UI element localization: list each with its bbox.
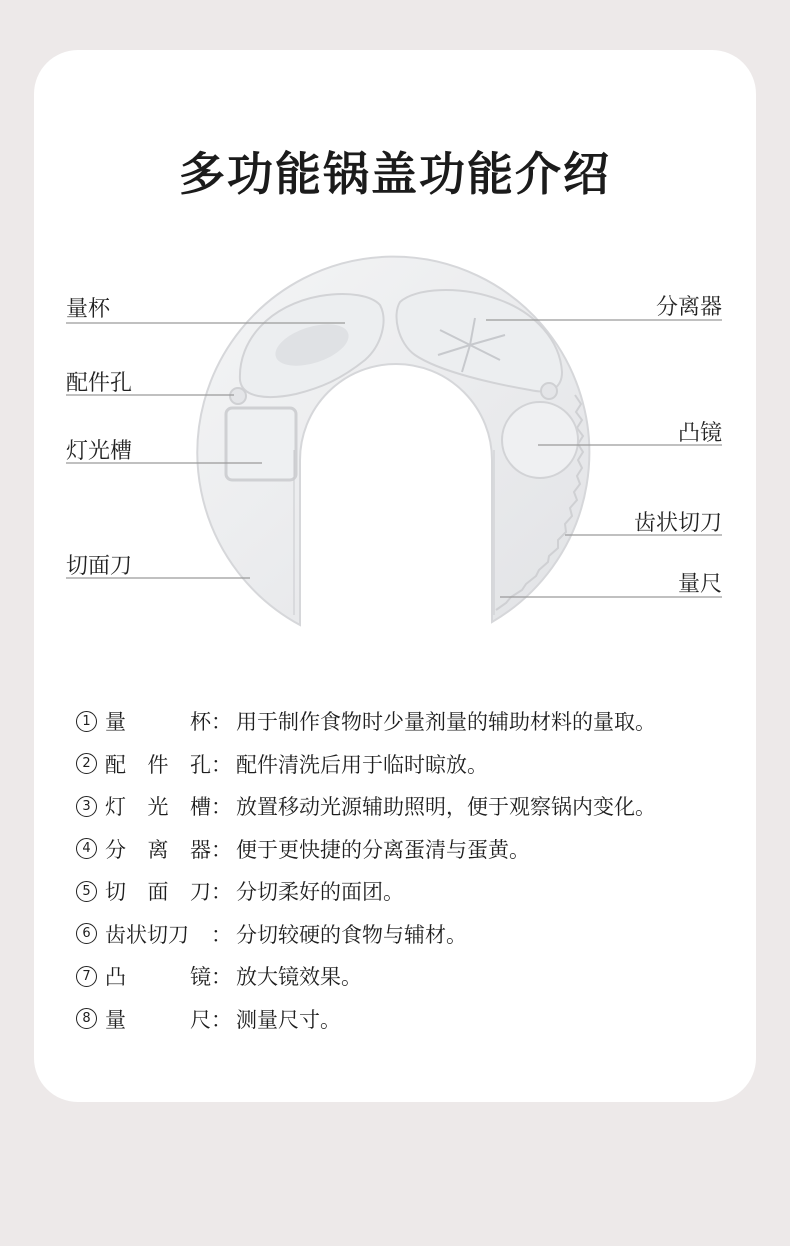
item-term: 凸 镜	[105, 965, 211, 990]
label-accessory-hole: 配件孔	[66, 371, 133, 396]
item-term: 量 尺	[105, 1007, 211, 1032]
item-desc: 放置移动光源辅助照明，便于观察锅内变化。	[236, 795, 656, 820]
list-item: 8 量 尺 ： 测量尺寸。	[76, 998, 756, 1041]
list-item: 5 切 面 刀 ： 分切柔好的面团。	[76, 870, 756, 913]
number-badge: 1	[76, 711, 97, 732]
item-desc: 配件清洗后用于临时晾放。	[236, 752, 488, 777]
feature-list	[76, 700, 756, 1040]
label-convex-lens: 凸镜	[677, 421, 722, 446]
item-term: 切 面 刀	[105, 880, 211, 905]
list-item: 3 灯 光 槽 ： 放置移动光源辅助照明，便于观察锅内变化。	[76, 785, 756, 828]
convex-lens	[502, 402, 578, 478]
label-ruler: 量尺	[677, 572, 722, 597]
accessory-hole-right	[541, 383, 557, 399]
item-term: 分 离 器	[105, 837, 211, 862]
item-desc: 分切较硬的食物与辅材。	[236, 922, 467, 947]
list-item: 2 配 件 孔 ： 配件清洗后用于临时晾放。	[76, 743, 756, 786]
label-light-slot: 灯光槽	[66, 439, 133, 464]
item-desc: 测量尺寸。	[236, 1007, 341, 1032]
ruler-ticks	[294, 450, 494, 615]
number-badge: 7	[76, 966, 97, 987]
separator	[396, 290, 562, 391]
item-desc: 用于制作食物时少量剂量的辅助材料的量取。	[236, 710, 656, 735]
number-badge: 8	[76, 1008, 97, 1029]
number-badge: 2	[76, 753, 97, 774]
page-title: 多功能锅盖功能介绍	[179, 147, 611, 201]
item-desc: 便于更快捷的分离蛋清与蛋黄。	[236, 837, 530, 862]
number-badge: 6	[76, 923, 97, 944]
item-term: 齿状切刀	[105, 922, 189, 947]
list-item: 7 凸 镜 ： 放大镜效果。	[76, 955, 756, 998]
item-term: 配 件 孔	[105, 752, 211, 777]
list-item: 1 量 杯 ： 用于制作食物时少量剂量的辅助材料的量取。	[76, 700, 756, 743]
list-item: 4 分 离 器 ： 便于更快捷的分离蛋清与蛋黄。	[76, 828, 756, 871]
number-badge: 4	[76, 838, 97, 859]
light-slot	[226, 408, 296, 480]
item-term: 灯 光 槽	[105, 795, 211, 820]
label-separator: 分离器	[655, 295, 722, 320]
label-cutting-knife: 切面刀	[66, 554, 133, 579]
label-serrated-knife: 齿状切刀	[633, 511, 722, 536]
item-desc: 分切柔好的面团。	[236, 880, 404, 905]
number-badge: 3	[76, 796, 97, 817]
item-term: 量 杯	[105, 710, 211, 735]
number-badge: 5	[76, 881, 97, 902]
label-measuring-cup: 量杯	[66, 297, 111, 322]
list-item: 6 齿状切刀 ： 分切较硬的食物与辅材。	[76, 913, 756, 956]
item-desc: 放大镜效果。	[236, 965, 362, 990]
accessory-hole-left	[230, 388, 246, 404]
